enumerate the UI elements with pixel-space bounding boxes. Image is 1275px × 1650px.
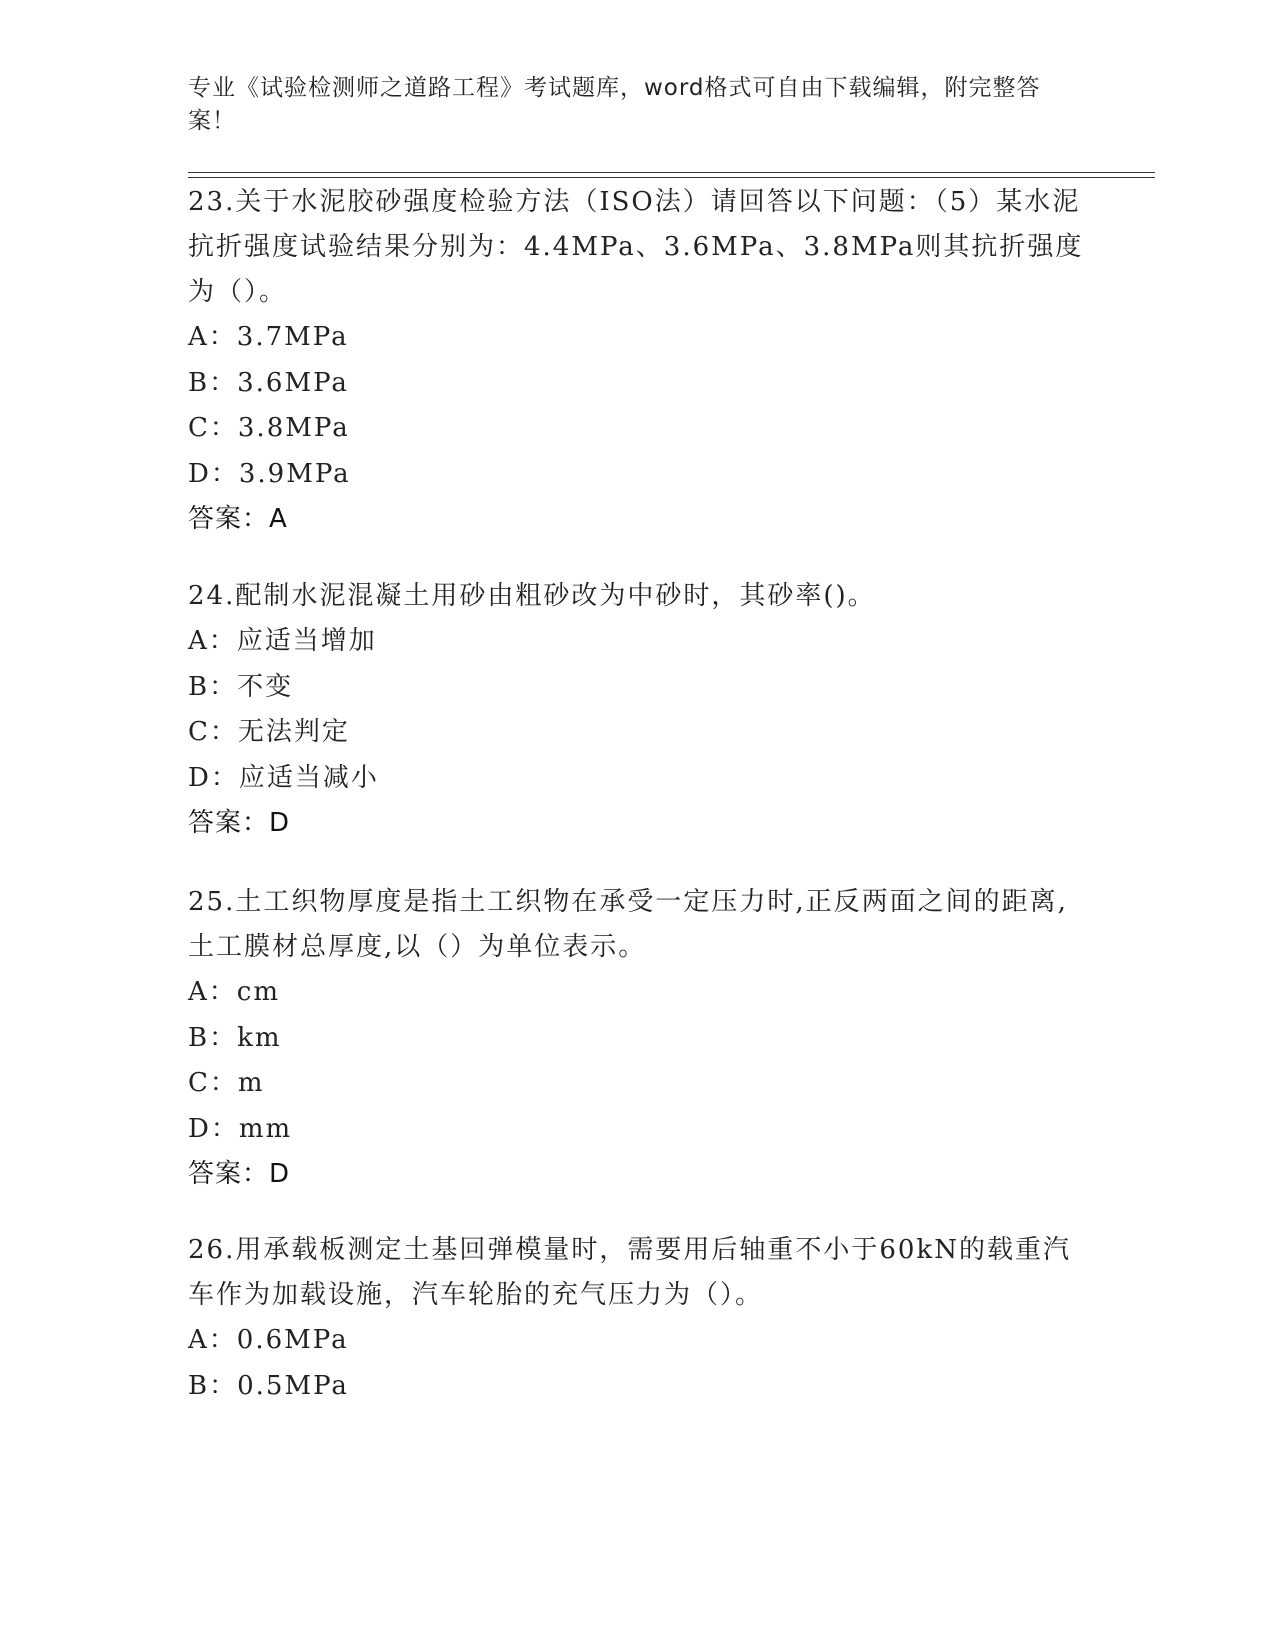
- answer: 答案：D: [188, 808, 291, 838]
- question-26: [188, 1228, 1088, 1409]
- header-rule-top: [188, 172, 1155, 173]
- option-b: B：3.6MPa: [188, 367, 349, 398]
- question-stem: 23.关于水泥胶砂强度检验方法（ISO法）请回答以下问题：（5）某水泥抗折强度试验结果分别为：4.4MPa、3.6MPa、3.8MPa则其抗折强度为（）。: [188, 187, 1084, 307]
- option-c: C：3.8MPa: [188, 413, 350, 443]
- document-header: 专业《试验检测师之道路工程》考试题库，word格式可自由下载编辑，附完整答案！: [188, 75, 1041, 134]
- header-rule-bottom: [188, 177, 1155, 178]
- option-c: C：m: [188, 1068, 265, 1098]
- option-a: A：0.6MPa: [188, 1325, 349, 1355]
- option-d: D：应适当减小: [188, 762, 379, 793]
- option-c: C：无法判定: [188, 717, 350, 747]
- answer: 答案：A: [188, 504, 288, 534]
- question-stem: 26.用承载板测定土基回弹模量时，需要用后轴重不小于60kN的载重汽车作为加载设施，汽车轮胎的充气压力为（）。: [188, 1235, 1071, 1310]
- option-a: A：3.7MPa: [188, 322, 349, 352]
- option-b: B：km: [188, 1022, 282, 1053]
- option-b: B：0.5MPa: [188, 1370, 349, 1401]
- answer: 答案：D: [188, 1159, 291, 1189]
- question-25: [188, 880, 1088, 1197]
- option-d: D：mm: [188, 1113, 293, 1144]
- question-24: [188, 574, 1088, 846]
- option-a: A：应适当增加: [188, 626, 377, 656]
- option-b: B：不变: [188, 671, 294, 702]
- question-23: [188, 180, 1088, 542]
- question-stem: 25.土工织物厚度是指土工织物在承受一定压力时,正反两面之间的距离,土工膜材总厚度,以（）为单位表示。: [188, 887, 1068, 962]
- option-a: A：cm: [188, 977, 280, 1007]
- option-d: D：3.9MPa: [188, 458, 351, 489]
- question-stem: 24.配制水泥混凝土用砂由粗砂改为中砂时，其砂率()。: [188, 581, 876, 611]
